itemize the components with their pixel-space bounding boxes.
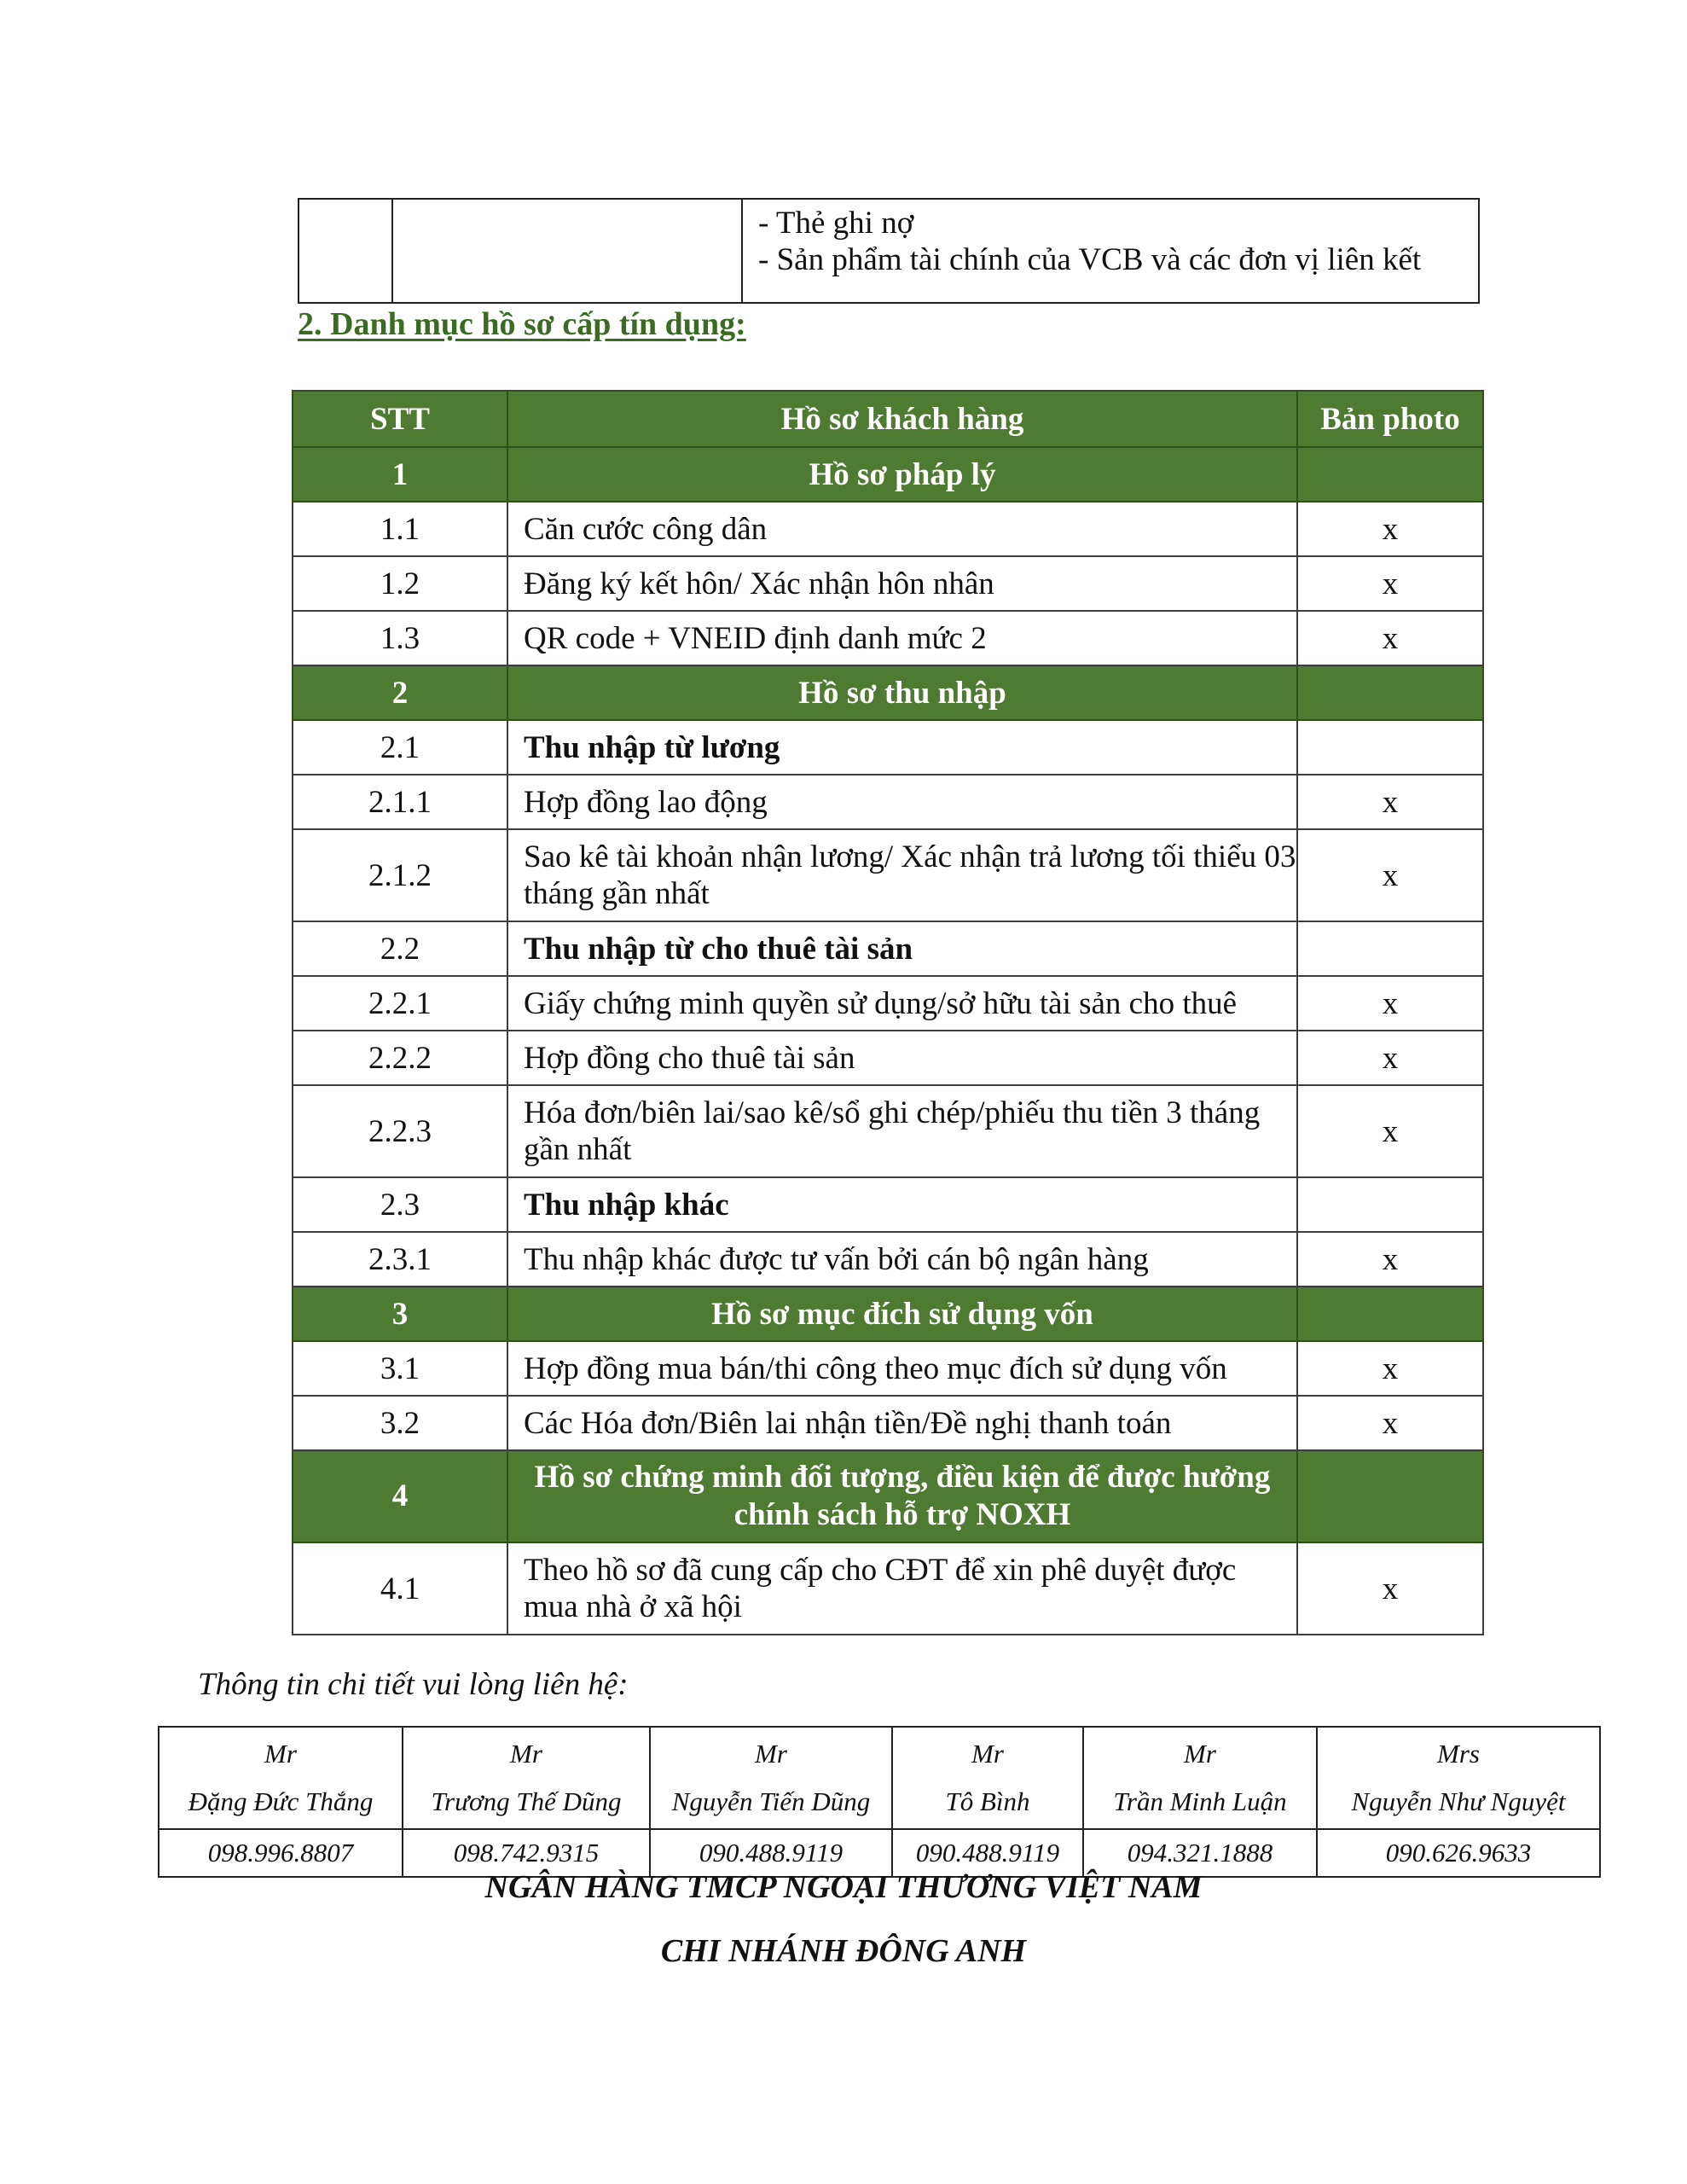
contact-name: Trương Thế Dũng xyxy=(431,1786,622,1816)
photo-mark xyxy=(1297,665,1483,720)
contact-name: Trần Minh Luận xyxy=(1113,1786,1287,1816)
contact-name: Đặng Đức Thắng xyxy=(188,1786,374,1816)
contact-title-label: Mr xyxy=(264,1739,297,1769)
table-row xyxy=(293,556,1483,611)
continuation-table xyxy=(298,198,1480,304)
photo-mark: x xyxy=(1297,502,1483,556)
contact-title: Thông tin chi tiết vui lòng liên hệ: xyxy=(198,1667,629,1702)
product-line: - Sản phẩm tài chính của VCB và các đơn vị liên kết xyxy=(758,242,1422,277)
document-name: Hợp đồng mua bán/thi công theo mục đích sử dụng vốn xyxy=(507,1341,1297,1396)
table-row xyxy=(293,1177,1483,1232)
group-title: Hồ sơ chứng minh đối tượng, điều kiện để được hưởng chính sách hỗ trợ NOXH xyxy=(507,1450,1297,1542)
photo-mark: x xyxy=(1297,829,1483,921)
contact-name-cell xyxy=(159,1727,403,1829)
contact-name: Tô Bình xyxy=(945,1786,1030,1816)
row-number: 2.1.1 xyxy=(293,775,507,829)
document-name: Hợp đồng cho thuê tài sản xyxy=(507,1031,1297,1085)
photo-mark: x xyxy=(1297,556,1483,611)
table-group-row xyxy=(293,447,1483,502)
table-row xyxy=(293,502,1483,556)
table-row xyxy=(293,775,1483,829)
contact-phone: 098.742.9315 xyxy=(403,1829,650,1877)
product-list-cell xyxy=(742,199,1479,303)
row-number: 2.2.1 xyxy=(293,976,507,1031)
table-group-row xyxy=(293,665,1483,720)
document-name: QR code + VNEID định danh mức 2 xyxy=(507,611,1297,665)
contact-title-label: Mrs xyxy=(1437,1739,1480,1769)
header-documents: Hồ sơ khách hàng xyxy=(507,391,1297,447)
photo-mark: x xyxy=(1297,1542,1483,1635)
photo-mark: x xyxy=(1297,1085,1483,1177)
table-row xyxy=(293,1396,1483,1450)
row-number: 4.1 xyxy=(293,1542,507,1635)
photo-mark: x xyxy=(1297,1232,1483,1287)
contacts-table xyxy=(158,1726,1601,1878)
section-heading: 2. Danh mục hồ sơ cấp tín dụng: xyxy=(298,306,746,342)
contact-names-row xyxy=(159,1727,1600,1829)
document-name: Thu nhập từ lương xyxy=(507,720,1297,775)
header-stt: STT xyxy=(293,391,507,447)
group-title: Hồ sơ thu nhập xyxy=(507,665,1297,720)
row-number: 2.1 xyxy=(293,720,507,775)
photo-mark xyxy=(1297,447,1483,502)
empty-cell xyxy=(299,199,392,303)
contact-title-label: Mr xyxy=(755,1739,787,1769)
table-group-row xyxy=(293,1450,1483,1542)
photo-mark: x xyxy=(1297,976,1483,1031)
table-group-row xyxy=(293,1287,1483,1341)
contact-name-cell xyxy=(650,1727,892,1829)
group-title: Hồ sơ pháp lý xyxy=(507,447,1297,502)
document-name: Giấy chứng minh quyền sử dụng/sở hữu tài sản cho thuê xyxy=(507,976,1297,1031)
photo-mark xyxy=(1297,1177,1483,1232)
photo-mark: x xyxy=(1297,611,1483,665)
photo-mark xyxy=(1297,921,1483,976)
table-row xyxy=(293,921,1483,976)
row-number: 2.2 xyxy=(293,921,507,976)
contact-phone: 090.488.9119 xyxy=(650,1829,892,1877)
branch-name: CHI NHÁNH ĐÔNG ANH xyxy=(660,1933,1027,1969)
row-number: 1 xyxy=(293,447,507,502)
document-name: Thu nhập khác được tư vấn bởi cán bộ ngân hàng xyxy=(507,1232,1297,1287)
bank-name: NGÂN HÀNG TMCP NGOẠI THƯƠNG VIỆT NAM xyxy=(484,1869,1203,1905)
row-number: 3.1 xyxy=(293,1341,507,1396)
photo-mark xyxy=(1297,1450,1483,1542)
row-number: 4 xyxy=(293,1450,507,1542)
table-row xyxy=(293,1031,1483,1085)
contact-name-cell xyxy=(1083,1727,1317,1829)
document-name: Thu nhập từ cho thuê tài sản xyxy=(507,921,1297,976)
table-row xyxy=(293,976,1483,1031)
row-number: 1.3 xyxy=(293,611,507,665)
row-number: 3 xyxy=(293,1287,507,1341)
empty-cell xyxy=(392,199,742,303)
photo-mark xyxy=(1297,1287,1483,1341)
row-number: 2.3 xyxy=(293,1177,507,1232)
table-row xyxy=(293,720,1483,775)
row-number: 1.2 xyxy=(293,556,507,611)
row-number: 2.2.3 xyxy=(293,1085,507,1177)
document-name: Hóa đơn/biên lai/sao kê/sổ ghi chép/phiếu thu tiền 3 tháng gần nhất xyxy=(507,1085,1297,1177)
photo-mark: x xyxy=(1297,1396,1483,1450)
document-name: Hợp đồng lao động xyxy=(507,775,1297,829)
contact-name-cell xyxy=(403,1727,650,1829)
table-row xyxy=(293,611,1483,665)
contact-name: Nguyễn Tiến Dũng xyxy=(671,1786,871,1816)
photo-mark: x xyxy=(1297,775,1483,829)
table-row xyxy=(293,829,1483,921)
header-photo: Bản photo xyxy=(1297,391,1483,447)
row-number: 2.3.1 xyxy=(293,1232,507,1287)
product-line: - Thẻ ghi nợ xyxy=(758,206,914,241)
table-row xyxy=(293,1232,1483,1287)
photo-mark xyxy=(1297,720,1483,775)
row-number: 3.2 xyxy=(293,1396,507,1450)
photo-mark: x xyxy=(1297,1031,1483,1085)
contact-phone: 098.996.8807 xyxy=(159,1829,403,1877)
photo-mark: x xyxy=(1297,1341,1483,1396)
contact-title-label: Mr xyxy=(510,1739,542,1769)
table-row xyxy=(293,1341,1483,1396)
contact-name-cell xyxy=(1317,1727,1600,1829)
contact-phone: 090.488.9119 xyxy=(892,1829,1083,1877)
row-number: 2.2.2 xyxy=(293,1031,507,1085)
credit-documents-table xyxy=(292,390,1484,1635)
row-number: 2.1.2 xyxy=(293,829,507,921)
row-number: 1.1 xyxy=(293,502,507,556)
contact-name: Nguyễn Như Nguyệt xyxy=(1351,1786,1566,1816)
table-row xyxy=(293,1085,1483,1177)
contact-title-label: Mr xyxy=(1184,1739,1216,1769)
table-header-row xyxy=(293,391,1483,447)
document-name: Đăng ký kết hôn/ Xác nhận hôn nhân xyxy=(507,556,1297,611)
contact-phone: 094.321.1888 xyxy=(1083,1829,1317,1877)
contact-title-label: Mr xyxy=(971,1739,1004,1769)
document-name: Các Hóa đơn/Biên lai nhận tiền/Đề nghị thanh toán xyxy=(507,1396,1297,1450)
document-name: Theo hồ sơ đã cung cấp cho CĐT để xin phê duyệt được mua nhà ở xã hội xyxy=(507,1542,1297,1635)
document-name: Thu nhập khác xyxy=(507,1177,1297,1232)
document-name: Căn cước công dân xyxy=(507,502,1297,556)
table-row xyxy=(293,1542,1483,1635)
row-number: 2 xyxy=(293,665,507,720)
group-title: Hồ sơ mục đích sử dụng vốn xyxy=(507,1287,1297,1341)
contact-phone: 090.626.9633 xyxy=(1317,1829,1600,1877)
contact-name-cell xyxy=(892,1727,1083,1829)
document-name: Sao kê tài khoản nhận lương/ Xác nhận trả lương tối thiểu 03 tháng gần nhất xyxy=(507,829,1297,921)
